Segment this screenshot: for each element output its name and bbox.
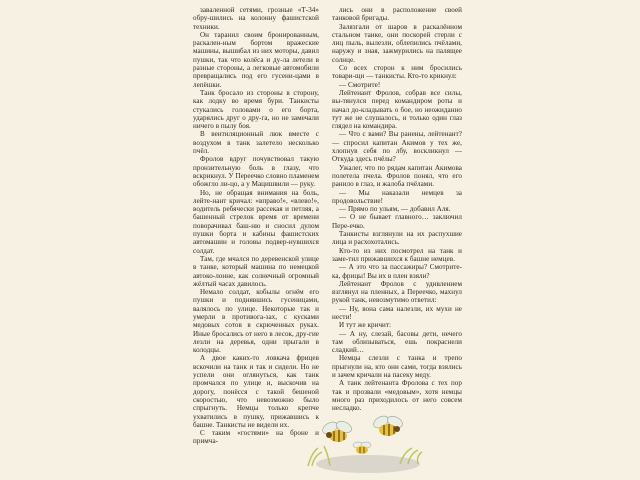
bees-illustration [290, 400, 440, 480]
paragraph: — Мы наказали немцев за продовольствие! [332, 188, 462, 205]
paragraph: Танк бросало из стороны в сторону, как лодку во время бури. Танкисты стукались головами о его борта, ударялись друг о дру-га, но не замечали ничего в пылу боя. [193, 88, 319, 131]
paragraph: Кто-то из них посмотрел на танк и заме-тил прижавшихся к башне немцев. [332, 246, 462, 263]
paragraph: лись они в расположение своей танковой бригады. [332, 6, 462, 23]
paragraph: Немцы слезли с танка и трепо прыгнули на, кто они сами, тогда взялись и зачем кричали на пасеку меду. [332, 354, 462, 380]
paragraph: — Ну, вона сама налезли, их мухи не нести! [332, 304, 462, 321]
paragraph: — Что с вами? Вы ранены, лейтенант? — спросил капитан Акимов у тех же, хлопнув себя по лбу, воскликнул — Откуда здесь пчёлы? [332, 130, 462, 164]
paragraph: — А это что за пассажиры? Смотрите-ка, фрицы! Вы их в плен взяли? [332, 263, 462, 280]
paragraph: И тут же кричит: [339, 321, 392, 330]
paragraph: Фролов вдруг почувствовал такую пронзительную боль в глазу, что вскрикнул. У Переечко словно пламенем обожгло ли-цо, а у Мацишвили — руку. [193, 155, 319, 189]
paragraph: Но, не обращая внимания на боль, лейте-нант кричал: «вправо!», «влево!», водитель ребячески рассекая и петляя, а башенный стрелок время от времени поворачивал баш-ню и сносил дулом пушки борта и кабины фашистских автомашин и головы подвер-нувшихся солдат. [193, 188, 319, 255]
ground-shadow [316, 455, 420, 473]
paragraph: Залязгали от шаров в раскалённом стальном танке, они поскорей стерли с лиц пыль, вылезли, облепились пчёлами, наружу и зная, зажмурились на палящее солнце. [332, 22, 462, 64]
bee-icon [353, 442, 371, 454]
left-text-column [193, 6, 319, 446]
right-text-column [332, 6, 462, 413]
paragraph: Там, где мчался по деревенской улице в танке, который машина по немецкой автоко-лонне, как солнечный огромный жёлтый часах давилось. [193, 254, 319, 288]
paragraph: С таким «гостями» на броне и примча- [193, 429, 319, 446]
bee-icon [372, 414, 405, 436]
bee-icon [321, 419, 354, 442]
paragraph: Немало солдат, кобылы огнём его пушки и поднявшись гусеницами, валялось по улице. Некоторые так и умерли в противога-зах, с кусками медовых сотов в скрюченных руках. Иные бросались от него в лесок, дру-гие лезли на деревья, одни прыгали в колодцы. [193, 288, 319, 355]
paragraph: заваленной сетями, грозные «Т-34» обру-шились на колонну фашистской техники. [193, 6, 319, 31]
paragraph: Лейтенант Фролов с удивлением взглянул на пленных, а Переечко, махнул рукой танк, невозмутимо ответил: [332, 279, 462, 305]
paragraph: Ужалег, что по рядам капитан Акимова полетела пчела. Фролов понял, что его ранило в глаз, и жалоба пчёлами. [332, 163, 462, 189]
paragraph: Со всех сторон к ним бросились товари-щи — танкисты. Кто-то крикнул: [332, 64, 462, 81]
paragraph: Лейтенант Фролов, собрав все силы, вы-тянулся перед командиром роты и начал до-кладывать о бое, но неожиданно тут же не слушалось, и только один глаз глядел на командира. [332, 88, 462, 131]
paragraph: — Смотрите! [339, 80, 381, 89]
paragraph: А танк лейтенанта Фролова с тех пор так и прозвали «медовым», хотя немцы много раз приходилось от него совсем несладко. [332, 379, 462, 413]
paragraph: — Прямо по ульям, — добавил Аля. [339, 205, 451, 214]
paragraph: А двое каких-то ловкача фрицев вскочили на танк и так и сидели. Но не успели они оглянуться, как танк промчался по улице и, выскочив на дорогу, понёсся с такой бешеной скоростью, что невозможно было спрыгнуть. Немцы только крепче ухватились в пушку, прижавшись к башне. Танкисты не видели их. [193, 354, 319, 429]
paragraph: — О не бывает главного… заключил Пере-ечко. [332, 213, 462, 230]
paragraph: В вентиляционный люк вместе с воздухом в танк залетело несколько пчёл. [193, 130, 319, 156]
paragraph: Танкисты взглянули на их распухшие лица и расхохотались. [332, 230, 462, 247]
paragraph: — А ну, слезай, басовы дети, нечего там облизываться, ешь покраснели сладкий… [332, 329, 462, 355]
paragraph: Он таранил своим бронированным, раскален-ным бортом вражеские машины, вышибал из них моторы, давил пушки, так что колёса и ду-ла летели в разные стороны, а легковые автомобили превращались под его гусени-цами в лепёшки. [193, 30, 319, 89]
